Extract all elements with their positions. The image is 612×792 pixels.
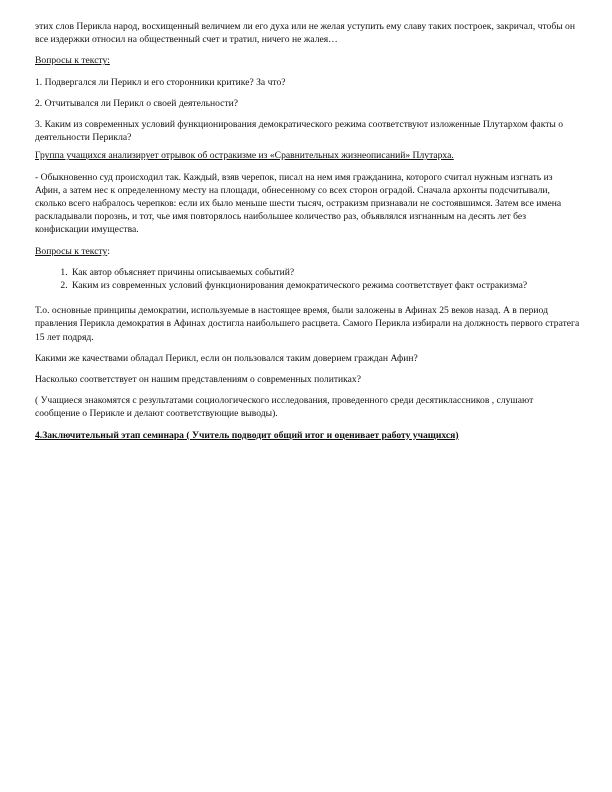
- questions-heading-1: Вопросы к тексту:: [35, 55, 110, 67]
- question-qualities: Какими же качествами обладал Перикл, если он пользовался таким доверием граждан Афин?: [35, 352, 418, 364]
- questions-heading-2-colon: :: [107, 245, 110, 257]
- questions-list-2: [35, 266, 580, 292]
- final-stage-heading: 4.Заключительный этап семинара ( Учитель подводит общий итог и оценивает работу учащихся): [35, 429, 459, 441]
- students-paragraph: ( Учащиеся знакомятся с результатами социологического исследования, проведенного среди десятиклассников , слушают сообщение о Перикле и делают соответствующие выводы).: [35, 395, 534, 420]
- document-page: [35, 20, 580, 450]
- ostracism-paragraph: - Обыкновенно суд происходил так. Каждый, взяв черепок, писал на нем имя гражданина, которого считал нужным изгнать из Афин, а затем нес к определенному месту на площади, обнесенному со всех сторон оградой. Сначала архонты подсчитывали, сколько всего набралось черепков: если их было меньше шести тысяч, остракизм признавали не состоявшимся. Затем все имена раскладывали порознь, и тот, чье имя повторялось наибольшее количество раз, объявлялся изгнанным на десять лет без конфискации имущества.: [35, 171, 562, 236]
- list-item: 1. Как автор объясняет причины описываемых событий?: [70, 266, 580, 279]
- group-heading: Группа учащихся анализирует отрывок об остракизме из «Сравнительных жизнеописаний» Плутарха.: [35, 150, 454, 162]
- question-1-1: 1. Подвергался ли Перикл и его сторонники критике? За что?: [35, 76, 286, 88]
- question-1-2: 2. Отчитывался ли Перикл о своей деятельности?: [35, 97, 239, 109]
- questions-heading-2: [35, 245, 580, 258]
- question-1-3: 3. Каким из современных условий функционирования демократического режима соответствуют изложенные Плутархом факты о деятельности Перикла?: [35, 119, 564, 144]
- intro-paragraph: этих слов Перикла народ, восхищенный величием ли его духа или не желая уступить ему славу таких построек, закричал, чтобы он все издержки относил на общественный счет и тратил, ничего не жалея…: [35, 21, 575, 46]
- questions-heading-2-text: Вопросы к тексту: [35, 245, 108, 257]
- democracy-paragraph: Т.о. основные принципы демократии, используемые в настоящее время, были заложены в Афинах 25 веков назад. А в период правления Перикла демократия в Афинах достигла наибольшего расцвета. Самого Перикла избирали на должность первого стратега 15 лет подряд.: [35, 305, 580, 343]
- question-modern: Насколько соответствует он нашим представлениям о современных политиках?: [35, 374, 361, 386]
- list-item: 2. Каким из современных условий функционирования демократического режима соответствует факт остракизма?: [70, 279, 580, 292]
